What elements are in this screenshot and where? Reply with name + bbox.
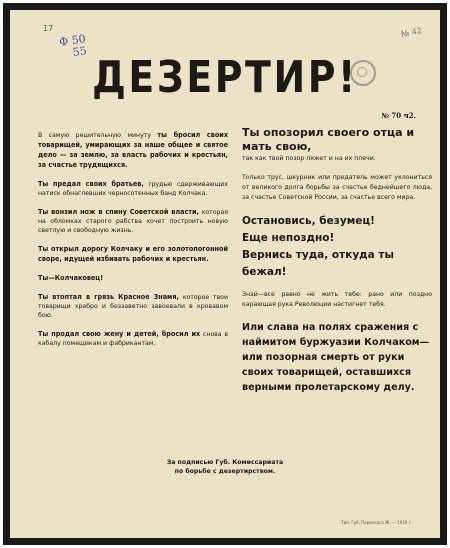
signature-line-1: За подписью Губ. Комиссариата bbox=[166, 459, 284, 466]
paragraph-emphasis: ты бросил своих товарищей, умирающих за наше общее и святое дело — за землю, за власть рабочих и крестьян, за счастье трудящихся. bbox=[38, 130, 228, 169]
printer-imprint: Тип. Губ. Пермского Ж. — 1919 г. bbox=[341, 520, 412, 525]
signature-block bbox=[10, 458, 440, 476]
signature-line-2: по борьбе с дезертирством. bbox=[174, 468, 276, 475]
right-heading: Ты опозорил своего отца и мать свою, bbox=[242, 126, 415, 153]
right-column bbox=[242, 126, 432, 395]
left-paragraph-6 bbox=[38, 292, 228, 320]
paragraph-emphasis: Ты продал свою жену и детей, бросил их bbox=[38, 329, 201, 338]
paragraph-text: которая на обломках старого рабства хочет построить новую светлую и свободную жизнь. bbox=[38, 209, 228, 234]
paragraph-emphasis: Ты открыл дорогу Колчаку и его золотопогонной своре, идущей избивать рабочих и крестьян. bbox=[38, 244, 228, 263]
poster-title: ДЕЗЕРТИР! bbox=[92, 52, 358, 103]
paragraph-emphasis: Ты втоптал в грязь Красное Знамя, bbox=[38, 292, 179, 301]
left-paragraph-3 bbox=[38, 207, 228, 235]
paragraph-text: снова в кабалу помещикам и фабрикантам. bbox=[38, 331, 228, 347]
paragraph-emphasis: Ты вонзил нож в спину Советской власти, bbox=[38, 207, 200, 216]
poster-number: № 70 ч2. bbox=[381, 111, 416, 120]
paragraph-text: которое твои товарищи храбро и беззаветно завоевали в кровавом бою. bbox=[38, 294, 228, 319]
paragraph-emphasis: Ты предал своих братьев, bbox=[38, 179, 144, 188]
archive-code-line1: Ф 50 bbox=[58, 32, 87, 49]
poster-sheet bbox=[10, 10, 440, 538]
call-stop: Остановись, безумец! bbox=[242, 215, 375, 227]
call-not-late: Еще непоздно! bbox=[242, 232, 335, 244]
left-paragraph-4 bbox=[38, 244, 228, 264]
paragraph-emphasis: Ты—Колчаковец! bbox=[38, 273, 104, 282]
left-paragraph-1 bbox=[38, 130, 228, 170]
handwritten-catalog-mark: № 42 bbox=[400, 25, 423, 40]
right-body-1: Только трус, шкурник или предатель может уклониться от великого долга борьбы за счастье беднейшего люда, за счастье Советской России, за счастье всего мира. bbox=[242, 174, 432, 201]
corner-number: 17 bbox=[43, 24, 54, 33]
call-return: Вернись туда, откуда ты бежал! bbox=[242, 249, 394, 278]
right-final-statement: Или слава на полях сражения с наймитом буржуазии Колчаком—или позорная смерть от руки своих товарищей, оставшихся верными пролетарскому делу. bbox=[242, 322, 430, 393]
archive-code-line2: 55 bbox=[71, 44, 88, 60]
left-column bbox=[38, 130, 228, 357]
paragraph-text: В самую решительную минуту bbox=[38, 132, 158, 139]
left-paragraph-2 bbox=[38, 179, 228, 198]
right-body-2: Знай—все равно не жить тебе: рано или поздно карающая рука Революции настигнет тебя. bbox=[242, 291, 432, 308]
left-paragraph-5 bbox=[38, 273, 228, 283]
left-paragraph-7 bbox=[38, 329, 228, 348]
right-subheading: так как твой позор ляжет и на их плечи. bbox=[242, 155, 376, 162]
paragraph-text: грудью сдерживающих натиск обнаглевших черносотенных банд Колчака. bbox=[38, 181, 228, 197]
